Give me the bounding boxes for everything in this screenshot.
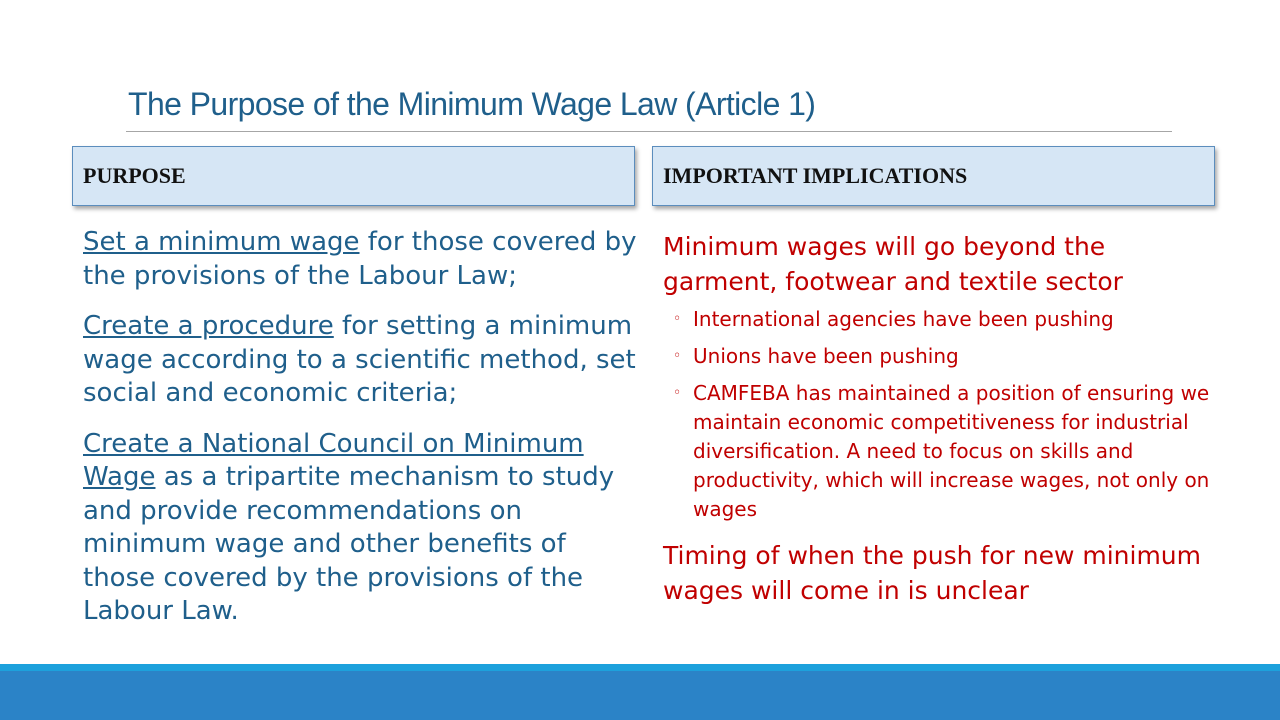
subpoint-text: International agencies have been pushing [693, 307, 1114, 331]
list-item [663, 305, 1223, 334]
slide-title: The Purpose of the Minimum Wage Law (Article 1) [128, 86, 816, 122]
purpose-item [83, 428, 643, 629]
implication-point: Minimum wages will go beyond the garment, footwear and textile sector [663, 232, 1123, 296]
purpose-text: as a tripartite mechanism to study and provide recommendations on minimum wage and other benefits of those covered by the provisions of the Labour Law. [83, 462, 615, 626]
purpose-list [83, 226, 643, 646]
implications-header-label: IMPORTANT IMPLICATIONS [663, 163, 968, 188]
implication-subpoints [663, 305, 1223, 524]
footer-bar [0, 671, 1280, 720]
purpose-header-label: PURPOSE [83, 163, 186, 188]
purpose-link[interactable]: Create a National Council on Minimum Wage [83, 428, 584, 492]
subpoint-text: CAMFEBA has maintained a position of ensuring we maintain economic competitiveness for industrial diversification. A need to focus on skills and productivity, which will increase wages, not only on wages [693, 381, 1210, 521]
list-item [663, 342, 1223, 371]
title-divider [126, 131, 1172, 132]
purpose-item [83, 226, 643, 293]
implications-header [652, 146, 1215, 206]
implications-list [663, 229, 1223, 608]
purpose-header [72, 146, 635, 206]
list-item [663, 379, 1223, 524]
implication-point: Timing of when the push for new minimum wages will come in is unclear [663, 541, 1202, 605]
purpose-link[interactable]: Set a minimum wage [83, 227, 360, 257]
purpose-link[interactable]: Create a procedure [83, 311, 334, 341]
bullet-icon: ◦ [673, 348, 682, 364]
purpose-text: for setting a minimum wage according to a scientific method, set social and economic criteria; [83, 311, 636, 408]
bullet-icon: ◦ [673, 385, 682, 401]
footer-accent-band [0, 664, 1280, 671]
bullet-icon: ◦ [673, 311, 682, 327]
purpose-text: for those covered by the provisions of the Labour Law; [83, 227, 637, 291]
purpose-item [83, 310, 643, 411]
subpoint-text: Unions have been pushing [693, 344, 959, 368]
